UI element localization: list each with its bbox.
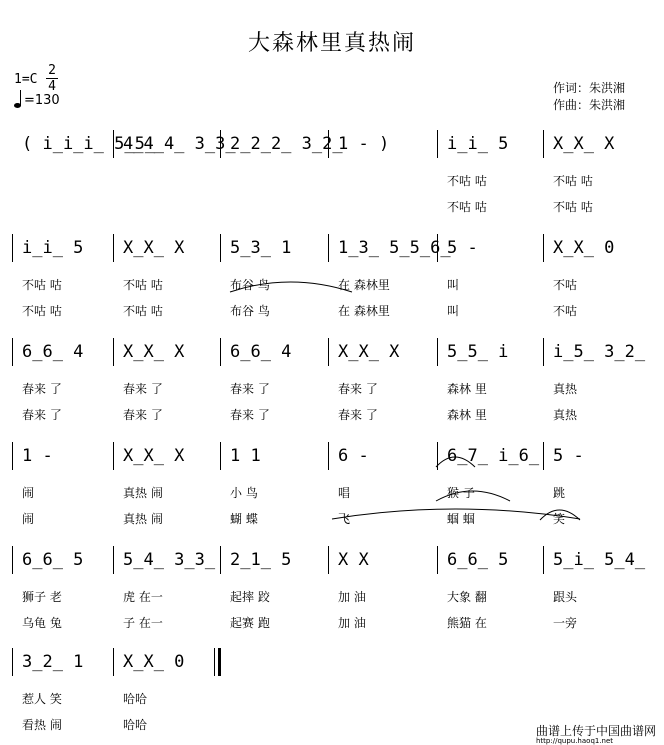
footer-url: http://qupu.haoq1.net: [536, 737, 614, 745]
measure-notes: X̲X̲ 0: [123, 652, 185, 672]
lyric-verse-1: 森林 里: [447, 382, 487, 396]
lyric-verse-1: 起摔 跤: [230, 590, 270, 604]
lyric-verse-1: 猴 子: [447, 486, 475, 500]
lyric-verse-2: 叫: [447, 304, 460, 318]
measure-notes: X̲X̲ X: [123, 446, 185, 466]
lyric-verse-1: 叫: [447, 278, 460, 292]
barline: [543, 442, 544, 470]
measure-notes: X̲X̲ X: [123, 238, 185, 258]
measure-notes: 5̲3̲ 1: [230, 238, 292, 258]
lyric-verse-1: 大象 翻: [447, 590, 487, 604]
measure-notes: 6̲6̲ 4: [230, 342, 292, 362]
barline: [220, 338, 221, 366]
lyric-verse-2: 飞: [338, 512, 351, 526]
lyric-verse-1: 真热 闹: [123, 486, 163, 500]
slur-arc: [228, 278, 356, 294]
lyric-verse-1: 跳: [553, 486, 566, 500]
lyric-verse-2: 哈哈: [123, 718, 148, 732]
measure-notes: X̲X̲ 0: [553, 238, 615, 258]
measure-notes: X X: [338, 550, 369, 570]
measure-notes: 1̲3̲ 5̲5̲6̲: [338, 238, 451, 258]
lyric-verse-2: 不咕 咕: [22, 304, 62, 318]
barline: [113, 546, 114, 574]
lyric-verse-2: 不咕 咕: [123, 304, 163, 318]
barline: [12, 648, 13, 676]
lyric-verse-1: 惹人 笑: [22, 692, 62, 706]
slur-arc: [538, 506, 584, 522]
lyric-verse-2: 在 森林里: [338, 304, 390, 318]
lyric-verse-1: 春来 了: [123, 382, 163, 396]
measure-notes: 6̲6̲ 5: [447, 550, 509, 570]
lyric-verse-1: 不咕: [553, 278, 578, 292]
measure-notes: 1 1: [230, 446, 261, 466]
barline: [220, 546, 221, 574]
lyric-verse-1: 不咕 咕: [123, 278, 163, 292]
barline: [113, 234, 114, 262]
measure-notes: 2̲2̲2̲ 3̲2̲: [230, 134, 343, 154]
barline: [12, 442, 13, 470]
composer: 作曲：朱洪湘: [553, 98, 626, 112]
slur-arc: [434, 453, 479, 469]
measure-notes: 5 -: [447, 238, 478, 258]
lyric-verse-2: 乌龟 兔: [22, 616, 62, 630]
lyric-verse-2: 闹: [22, 512, 35, 526]
measure-notes: ( i̲i̲i̲ 5̲5̲: [22, 134, 156, 154]
tempo-value: =130: [24, 93, 60, 108]
measure-notes: 1 -: [22, 446, 53, 466]
barline: [113, 442, 114, 470]
measure-notes: 4̲4̲4̲ 3̲3̲: [123, 134, 236, 154]
measure-notes: 5 -: [553, 446, 584, 466]
lyric-verse-1: 小 鸟: [230, 486, 258, 500]
barline: [328, 546, 329, 574]
lyric-verse-1: 不咕 咕: [22, 278, 62, 292]
lyric-verse-2: 不咕 咕: [553, 200, 593, 214]
measure-notes: 5̲i̲ 5̲4̲: [553, 550, 646, 570]
measure-notes: i̲i̲ 5: [22, 238, 84, 258]
measure-notes: X̲X̲ X: [123, 342, 185, 362]
lyric-verse-2: 看热 闹: [22, 718, 62, 732]
credits: [553, 80, 625, 114]
time-denominator: 4: [48, 79, 56, 94]
lyric-verse-2: 布谷 鸟: [230, 304, 270, 318]
measure-notes: 5̲4̲ 3̲3̲: [123, 550, 216, 570]
barline: [113, 648, 114, 676]
time-numerator: 2: [48, 63, 56, 78]
footer-credit: 曲谱上传于中国曲谱网: [536, 724, 657, 738]
lyric-verse-1: 虎 在一: [123, 590, 163, 604]
barline: [437, 338, 438, 366]
lyric-verse-2: 春来 了: [230, 408, 270, 422]
barline: [220, 234, 221, 262]
lyric-verse-1: 跟头: [553, 590, 578, 604]
measure-notes: i̲5̲ 3̲2̲: [553, 342, 646, 362]
measure-notes: 6̲6̲ 4: [22, 342, 84, 362]
lyric-verse-1: 不咕 咕: [447, 174, 487, 188]
lyric-verse-1: 布谷 鸟: [230, 278, 270, 292]
barline: [12, 338, 13, 366]
lyric-verse-2: 蝈 蝈: [447, 512, 475, 526]
barline: [543, 546, 544, 574]
barline: [543, 234, 544, 262]
measure-notes: 6̲7̲ i̲6̲: [447, 446, 540, 466]
barline: [437, 130, 438, 158]
measure-notes: 3̲2̲ 1: [22, 652, 84, 672]
measure-notes: X̲X̲ X: [338, 342, 400, 362]
tempo-marking: [14, 90, 60, 108]
barline: [328, 234, 329, 262]
lyric-verse-1: 春来 了: [338, 382, 378, 396]
lyric-verse-2: 加 油: [338, 616, 366, 630]
measure-notes: 6 -: [338, 446, 369, 466]
lyric-verse-2: 起赛 跑: [230, 616, 270, 630]
lyricist: 作词：朱洪湘: [553, 81, 626, 95]
quarter-note-icon: [14, 90, 24, 108]
final-barline-thin: [214, 648, 215, 676]
barline: [328, 338, 329, 366]
lyric-verse-2: 熊猫 在: [447, 616, 487, 630]
measure-notes: i̲i̲ 5: [447, 134, 509, 154]
score-title: 大森林里真热闹: [247, 31, 416, 56]
lyric-verse-2: 春来 了: [338, 408, 378, 422]
lyric-verse-2: 蝴 蝶: [230, 512, 258, 526]
lyric-verse-2: 春来 了: [123, 408, 163, 422]
measure-notes: 5̲5̲ i: [447, 342, 509, 362]
lyric-verse-1: 不咕 咕: [553, 174, 593, 188]
lyric-verse-2: 真热: [553, 408, 578, 422]
lyric-verse-2: 一旁: [553, 616, 578, 630]
lyric-verse-1: 春来 了: [230, 382, 270, 396]
lyric-verse-1: 哈哈: [123, 692, 148, 706]
lyric-verse-2: 笑: [553, 512, 566, 526]
lyric-verse-1: 唱: [338, 486, 351, 500]
lyric-verse-1: 狮子 老: [22, 590, 62, 604]
lyric-verse-1: 在 森林里: [338, 278, 390, 292]
barline: [113, 338, 114, 366]
measure-notes: 1 - ): [338, 134, 390, 154]
lyric-verse-1: 闹: [22, 486, 35, 500]
lyric-verse-2: 真热 闹: [123, 512, 163, 526]
lyric-verse-2: 春来 了: [22, 408, 62, 422]
slur-arc: [434, 487, 514, 503]
lyric-verse-1: 加 油: [338, 590, 366, 604]
lyric-verse-1: 春来 了: [22, 382, 62, 396]
barline: [328, 442, 329, 470]
key-signature: 1=C: [14, 72, 38, 87]
final-barline-thick: [218, 648, 221, 676]
measure-notes: 6̲6̲ 5: [22, 550, 84, 570]
measure-notes: 2̲1̲ 5: [230, 550, 292, 570]
lyric-verse-2: 子 在一: [123, 616, 163, 630]
barline: [543, 338, 544, 366]
measure-notes: X̲X̲ X: [553, 134, 615, 154]
barline: [543, 130, 544, 158]
lyric-verse-2: 不咕 咕: [447, 200, 487, 214]
lyric-verse-2: 不咕: [553, 304, 578, 318]
barline: [220, 442, 221, 470]
lyric-verse-1: 真热: [553, 382, 578, 396]
barline: [12, 234, 13, 262]
lyric-verse-2: 森林 里: [447, 408, 487, 422]
barline: [437, 546, 438, 574]
barline: [12, 546, 13, 574]
